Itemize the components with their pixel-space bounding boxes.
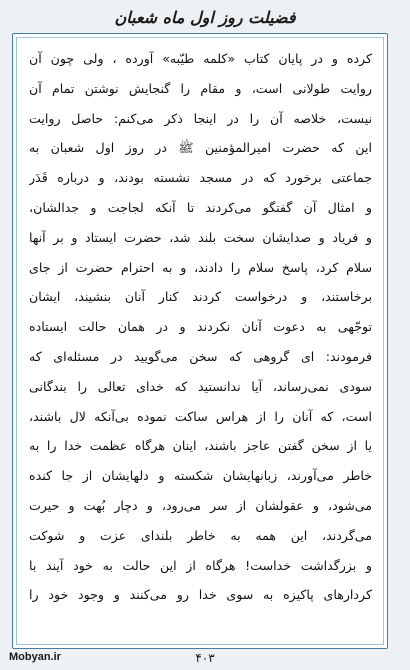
body-line: فرمودند: ای گروهی که سخن می‌گویید در مسئله‌ای که <box>29 348 372 364</box>
running-header-title: فضیلت روز اول ماه شعبان <box>114 8 296 27</box>
body-line: سودی نمی‌رساند، آیا ندانستید که خدای تعالی را بندگانی <box>29 378 372 394</box>
body-line: سلام کرد، پاسخ سلام را دادند، و به احترام حضرت از جای <box>29 259 372 275</box>
body-line: کرده و در پایان کتاب «کلمه طیّبه» آورده ، ولی چون آن <box>29 51 372 66</box>
body-line: روایت طولانی است، و مقام را گنجایش نوشتن تمام آن <box>29 80 372 96</box>
body-line: یا از سخن گفتن عاجز باشند، اینان هرگاه عظمت خدا را به <box>29 438 372 454</box>
body-line: می‌شود، و عقولشان از سر می‌رود، و دچار بُهت و حیرت <box>29 497 372 513</box>
body-line: نیست، خلاصه آن را در اینجا ذکر می‌کنم: حاصل روایت <box>29 110 372 126</box>
body-line: است، که آنان را از هراس ساکت نموده بی‌آنکه لال باشند، <box>29 408 372 424</box>
body-line: کردارهای پاکیزه به سوی خدا رو می‌کنند و وجود خود را <box>29 587 372 603</box>
page-number: ۴۰۳ <box>195 651 215 665</box>
body-line: و بزرگداشت خداست! هرگاه از این حالت به خود آیند با <box>29 557 372 573</box>
body-line: می‌گردند، این همه به خاطر بلندای عزت و شوکت <box>29 527 372 543</box>
footer-site-name: Mobyan.ir <box>9 651 61 663</box>
body-line: و امثال آن گفتگو می‌کردند تا آنکه لجاجت و جدالشان، <box>29 199 372 215</box>
text-frame <box>12 33 388 649</box>
body-line: جماعتی برخورد که در مسجد نشسته بودند، و درباره قَدَر <box>29 170 372 186</box>
body-line: این که حضرت امیرالمؤمنین ﷺ در روز اول شعبان به <box>29 140 372 156</box>
body-line: خاطر می‌آورند، زبانهایشان شکسته و دلهایشان از جا کنده <box>29 468 372 484</box>
body-line: توجّهی به دعوت آنان نکردند و در همان حالت ایستاده <box>29 319 372 335</box>
body-line: برخاستند، و درخواست کردند کنار آنان بنشیند، ایشان <box>29 289 372 305</box>
body-line: و فریاد و صدایشان سخت بلند شد، حضرت ایستاد و بر آنها <box>29 229 372 245</box>
body-text <box>29 44 372 610</box>
